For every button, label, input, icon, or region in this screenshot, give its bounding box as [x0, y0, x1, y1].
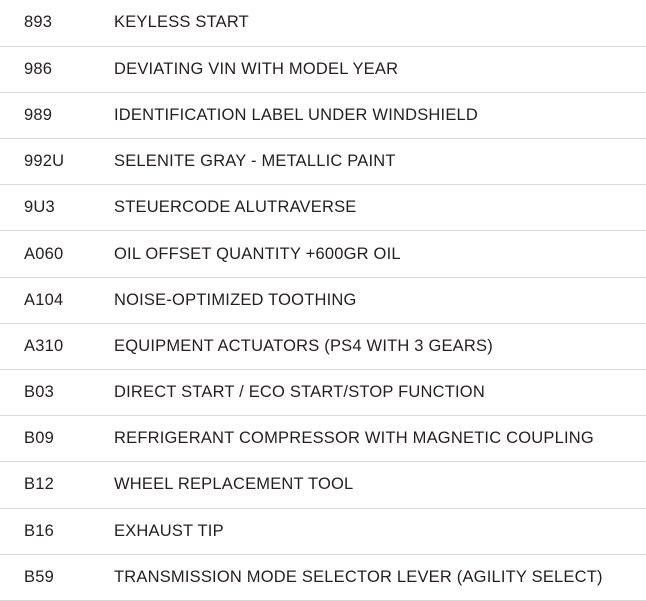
table-row: [0, 323, 646, 369]
option-description: DEVIATING VIN WITH MODEL YEAR: [114, 46, 646, 92]
table-row: [0, 185, 646, 231]
option-code: 992U: [0, 139, 114, 185]
table-row: [0, 416, 646, 462]
option-description: OIL OFFSET QUANTITY +600GR OIL: [114, 231, 646, 277]
table-row: [0, 508, 646, 554]
option-description: SELENITE GRAY - METALLIC PAINT: [114, 139, 646, 185]
table-row: [0, 277, 646, 323]
option-code: B12: [0, 462, 114, 508]
option-code: A104: [0, 277, 114, 323]
option-description: WHEEL REPLACEMENT TOOL: [114, 462, 646, 508]
option-description: REFRIGERANT COMPRESSOR WITH MAGNETIC COUPLING: [114, 416, 646, 462]
table-row: [0, 46, 646, 92]
table-row: [0, 462, 646, 508]
option-description: STEUERCODE ALUTRAVERSE: [114, 185, 646, 231]
option-code: B09: [0, 416, 114, 462]
option-code: 989: [0, 92, 114, 138]
table-row: [0, 139, 646, 185]
option-code: A310: [0, 323, 114, 369]
table-row: [0, 0, 646, 46]
option-code: B59: [0, 554, 114, 600]
option-code: 893: [0, 0, 114, 46]
option-code: 986: [0, 46, 114, 92]
option-description: EQUIPMENT ACTUATORS (PS4 WITH 3 GEARS): [114, 323, 646, 369]
table-row: [0, 231, 646, 277]
option-code: B03: [0, 370, 114, 416]
option-description: DIRECT START / ECO START/STOP FUNCTION: [114, 370, 646, 416]
table-row: [0, 554, 646, 600]
option-description: IDENTIFICATION LABEL UNDER WINDSHIELD: [114, 92, 646, 138]
option-code: A060: [0, 231, 114, 277]
option-description: NOISE-OPTIMIZED TOOTHING: [114, 277, 646, 323]
option-description: EXHAUST TIP: [114, 508, 646, 554]
table-row: [0, 370, 646, 416]
option-description: TRANSMISSION MODE SELECTOR LEVER (AGILITY SELECT): [114, 554, 646, 600]
option-code: B16: [0, 508, 114, 554]
option-code: 9U3: [0, 185, 114, 231]
option-description: KEYLESS START: [114, 0, 646, 46]
table-row: [0, 92, 646, 138]
